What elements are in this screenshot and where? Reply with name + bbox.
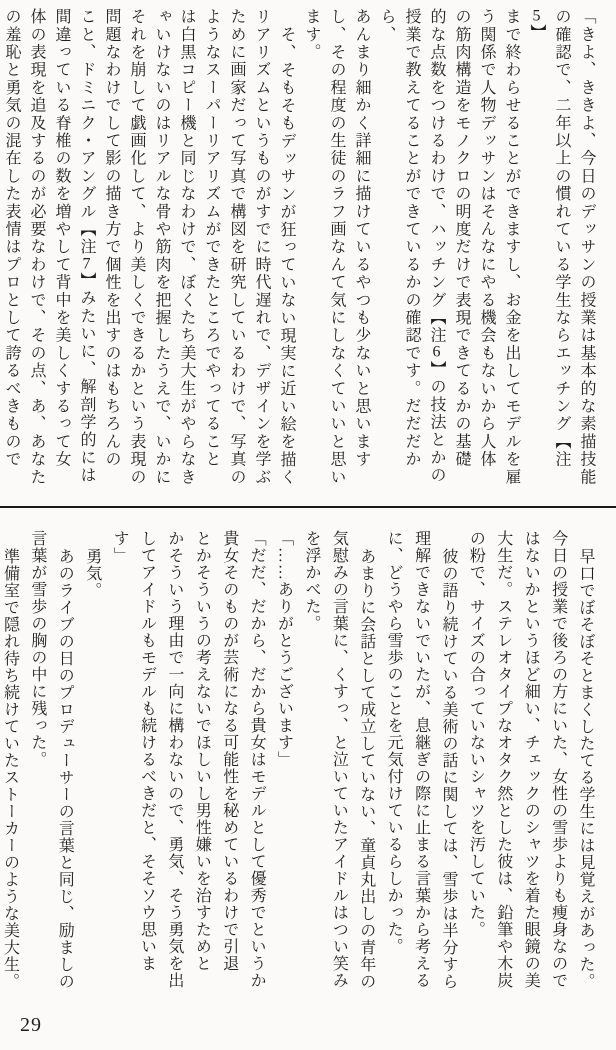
text-column: 体の表現を追及するのが必要なわけで、その点、あ、あなた — [28, 8, 45, 486]
text-column: 理解できないでいたが、息継ぎの際に止まる言葉から考える — [412, 530, 430, 989]
text-column: 気慰みの言葉に、くすっ、と泣いていたアイドルはつい笑み — [330, 530, 348, 989]
text-column: 大生だ。ステレオタイプなオタク然とした彼は、鉛筆や木炭 — [494, 530, 512, 989]
text-column: リアリズムというものがすでに時代遅れで、デザインを学ぶ — [253, 8, 270, 486]
text-column: かそういう理由で一向に構わないので、勇気、そう勇気を出 — [165, 530, 183, 989]
text-column: 勇気。 — [83, 547, 101, 599]
text-column: に、どうやら雪歩のことを元気付けているらしかった。 — [385, 530, 403, 955]
text-column: う関係で人物デッサンはそんなにやる機会もないから人体 — [478, 8, 495, 469]
text-column: 的な点数をつけるわけで、ハッチング【注6】の技法とかの — [428, 8, 445, 485]
text-column: ゃいけないのはリアルな骨や筋肉を把握したうえで、いかに — [153, 8, 170, 486]
section-divider — [0, 506, 616, 508]
page-number: 29 — [20, 1014, 42, 1036]
text-column: の筋肉構造をモノクロの明度だけで表現できてるかの基礎 — [453, 8, 470, 469]
text-column: あのライブの日のプロデューサーの言葉と同じ、励ましの — [56, 547, 74, 990]
text-column: 準備室で隠れ待ち続けていたストーカーのような美大生。 — [1, 547, 19, 990]
text-column: し、その程度の生徒のラフ画なんて気にしなくていいと思い — [328, 8, 345, 486]
text-column: 「……ありがとうございます」 — [275, 530, 293, 768]
text-column: 授業で教えてることができているかの確認です。だだだから、 — [378, 8, 420, 469]
text-column: こと、ドミニク・アングル【注7】みたいに、解剖学的には — [78, 8, 95, 485]
text-column: ようなスーパーリアリズムができたところでやってること — [203, 8, 220, 469]
text-column: 「きよ、ききよ、今日のデッサンの授業は基本的な素描技能 — [578, 8, 595, 486]
text-column: は白黒コピー機と同じなわけで、ぼくたち美大生がやらなき — [178, 8, 195, 486]
text-column: とかそういうの考えないでほしいし男性嫌いを治すためと — [193, 530, 211, 972]
text-block-bottom — [0, 530, 599, 990]
note-number: 7 — [82, 255, 91, 272]
text-column: ます。 — [303, 8, 320, 62]
text-column: そ、そもそもデッサンが狂っていない現実に近い絵を描く — [278, 25, 295, 486]
text-column: 貴女そのものが芸術になる可能性を秘めているわけで引退 — [220, 530, 238, 972]
text-column: してアイドルもモデルも続けるべきだと、そそソウ思います」 — [111, 530, 156, 972]
text-column: それを崩して戯画化して、より美しくできるかという表現の — [128, 8, 145, 486]
text-column: 彼の語り続けている美術の話に関しては、雪歩は半分すら — [439, 547, 457, 990]
text-column: の粉で、サイズの合っていないシャツを汚していた。 — [467, 530, 485, 938]
text-block-top — [0, 8, 599, 494]
text-column: の羞恥と勇気の混在した表情はプロとして誇るべきもので — [3, 8, 20, 469]
text-column: 言葉が雪歩の胸の中に残った。 — [28, 530, 46, 768]
note-number: 5 — [532, 8, 541, 24]
text-column: ために画家だって写真で構図を研究しているわけで、写真の — [228, 8, 245, 486]
text-column: 早口でぼそぼそとまくしたてる学生には見覚えがあった。 — [577, 547, 594, 990]
text-column: あまりに会話として成立していない、童貞丸出しの青年の — [357, 547, 375, 990]
text-column: あんまり細かく詳細に描けているやつも少ないと思います — [353, 8, 370, 469]
text-column: はないかというほど細い、チェックのシャツを着た眼鏡の美 — [522, 530, 540, 989]
text-column: 「だだ、だから、だから貴女はモデルとして優秀でというか — [248, 530, 266, 989]
text-column: 間違っている脊椎の数を増やして背中を美しくするって女 — [53, 8, 70, 469]
text-column: を浮かべた。 — [302, 530, 320, 632]
text-column: まで終わらせることができますし、お金を出してモデルを雇 — [503, 8, 520, 486]
note-number: 6 — [432, 344, 441, 361]
text-column: 今日の授業で後ろの方にいた、女性の雪歩よりも痩身なので — [549, 530, 567, 989]
text-column: の確認で、二年以上の慣れている学生ならエッチング【注5】 — [528, 8, 570, 469]
text-column: 問題なわけでして影の描き方で個性を出すのはもちろんの — [103, 8, 120, 469]
